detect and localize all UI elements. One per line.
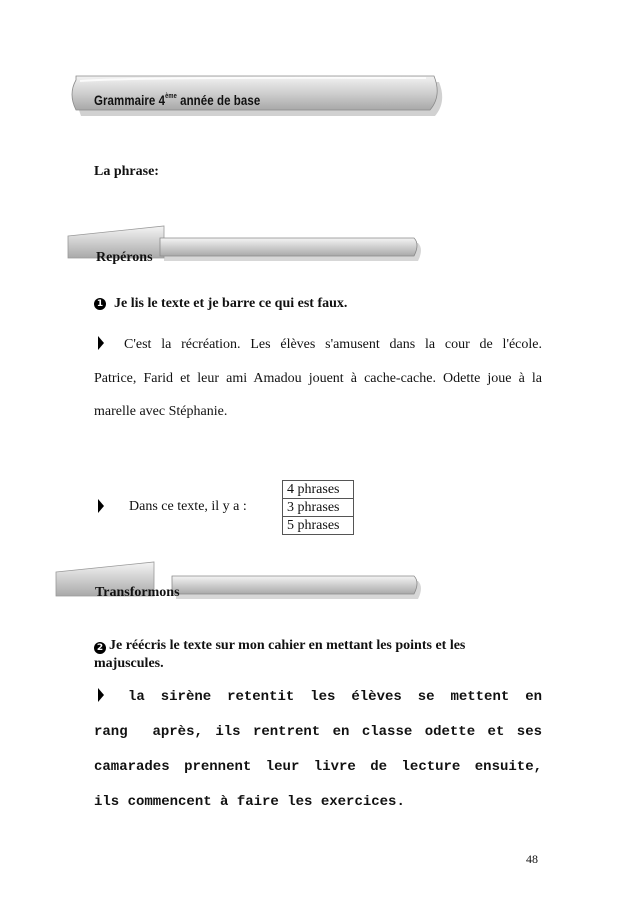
subject-heading: La phrase: (94, 164, 159, 179)
exercise1-instruction (94, 296, 347, 312)
exercise2-text-line1: la sirène retentit les élèves se mettent en (128, 689, 542, 705)
arrow-right-icon (98, 336, 104, 350)
option-cell[interactable]: 3 phrases (283, 499, 354, 517)
title-text: Grammaire 4 (94, 92, 166, 108)
exercise2-text-line3: camarades prennent leur livre de lecture ensuite, (94, 759, 542, 775)
number-two-badge: 2 (94, 642, 106, 654)
exercise2-text-line4: ils commencent à faire les exercices. (94, 794, 405, 810)
option-row[interactable] (283, 499, 354, 517)
title-superscript: ème (165, 93, 177, 100)
number-one-badge: 1 (94, 298, 106, 310)
arrow-right-icon (98, 688, 104, 702)
option-row[interactable] (283, 517, 354, 535)
exercise2-instruction (94, 637, 534, 673)
exercise1-text-line2: Patrice, Farid et leur ami Amadou jouent à cache-cache. Odette joue à la (94, 371, 542, 386)
option-cell[interactable]: 4 phrases (283, 481, 354, 499)
page-title (94, 92, 260, 108)
section-title-reperons: Repérons (96, 250, 153, 265)
option-row[interactable] (283, 481, 354, 499)
exercise2-text-line2: rang après, ils rentrent en classe odette et ses (94, 724, 542, 740)
section-title-transformons: Transformons (95, 585, 180, 600)
options-table (282, 480, 354, 535)
arrow-right-icon (98, 499, 104, 513)
exercise1-question: Dans ce texte, il y a : (129, 499, 247, 514)
exercise1-instruction-text: Je lis le texte et je barre ce qui est faux. (114, 296, 348, 311)
title-text-end: année de base (176, 92, 261, 108)
exercise2-instruction-line2: majuscules. (94, 656, 164, 671)
exercise2-instruction-line1: Je réécris le texte sur mon cahier en mettant les points et les (109, 638, 466, 653)
exercise1-text-line1: C'est la récréation. Les élèves s'amusent dans la cour de l'école. (124, 337, 542, 352)
page-number: 48 (526, 852, 538, 866)
option-cell[interactable]: 5 phrases (283, 517, 354, 535)
exercise1-text-line3: marelle avec Stéphanie. (94, 404, 228, 419)
